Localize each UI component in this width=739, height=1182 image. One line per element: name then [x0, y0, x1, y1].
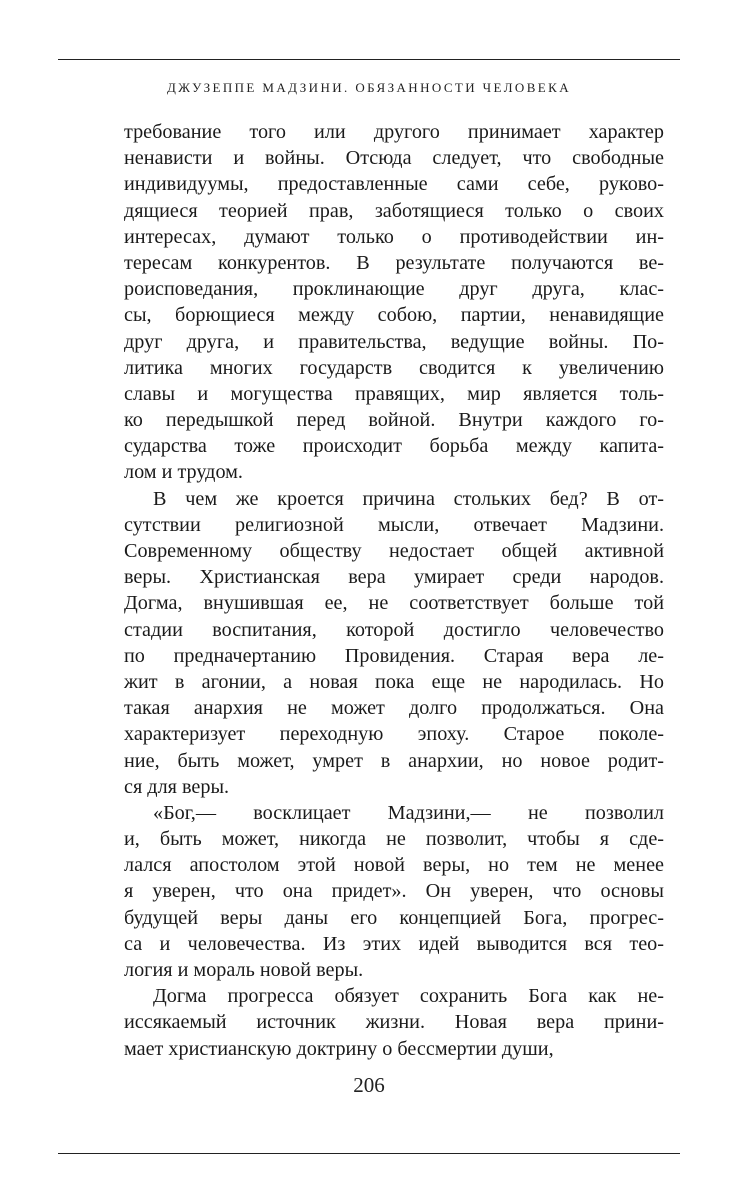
- paragraph: [124, 119, 664, 486]
- text-line: ние, быть может, умрет в анархии, но новое родит-: [124, 749, 664, 772]
- text-line: логия и мораль новой веры.: [124, 959, 364, 981]
- text-line: славы и могущества правящих, мир является толь-: [124, 382, 664, 405]
- text-line: друг друга, и правительства, ведущие войны. По-: [124, 330, 664, 353]
- text-line: роисповедания, проклинающие друг друга, клас-: [124, 278, 664, 301]
- bottom-rule: [58, 1153, 680, 1154]
- text-line: жит в агонии, а новая пока еще не народилась. Но: [124, 670, 664, 693]
- text-line: Современному обществу недостает общей активной: [124, 540, 664, 562]
- body-text: [124, 119, 664, 1062]
- text-line: стадии воспитания, которой достигло человечество: [124, 618, 664, 641]
- text-line: лом и трудом.: [124, 461, 243, 484]
- text-line: интересах, думают только о противодействии ин-: [124, 225, 664, 248]
- text-line: В чем же кроется причина стольких бед? В от-: [153, 487, 664, 510]
- text-line: ненависти и войны. Отсюда следует, что свободные: [124, 147, 664, 170]
- text-line: Догма прогресса обязует сохранить Бога как не-: [153, 985, 664, 1008]
- text-line: по предначертанию Провидения. Старая вера ле-: [124, 644, 664, 667]
- text-line: требование того или другого принимает характер: [124, 121, 664, 143]
- text-line: ко передышкой перед войной. Внутри каждого го-: [124, 409, 664, 432]
- text-line: лался апостолом этой новой веры, но тем не менее: [124, 854, 664, 877]
- text-line: иссякаемый источник жизни. Новая вера прини-: [124, 1011, 664, 1034]
- text-line: Догма, внушившая ее, не соответствует больше той: [124, 592, 664, 615]
- paragraph: [124, 983, 664, 1062]
- text-line: веры. Христианская вера умирает среди народов.: [124, 566, 664, 589]
- running-header: ДЖУЗЕППЕ МАДЗИНИ. ОБЯЗАННОСТИ ЧЕЛОВЕКА: [167, 80, 571, 95]
- text-line: я уверен, что она придет». Он уверен, что основы: [124, 880, 664, 903]
- top-rule: [58, 59, 680, 60]
- text-line: будущей веры даны его концепцией Бога, прогрес-: [124, 906, 664, 929]
- text-line: ся для веры.: [124, 775, 230, 798]
- text-line: сударства тоже происходит борьба между капита-: [124, 435, 664, 458]
- text-line: индивидуумы, предоставленные сами себе, руково-: [124, 173, 664, 196]
- text-line: дящиеся теорией прав, заботящиеся только о своих: [124, 199, 664, 222]
- paragraph: [124, 800, 664, 983]
- paragraph: [124, 486, 664, 800]
- text-line: такая анархия не может долго продолжаться. Она: [124, 697, 664, 720]
- text-line: литика многих государств сводится к увеличению: [124, 356, 664, 379]
- text-line: и, быть может, никогда не позволит, чтобы я сде-: [124, 828, 664, 851]
- text-line: «Бог,— восклицает Мадзини,— не позволил: [153, 801, 664, 824]
- text-line: са и человечества. Из этих идей выводится вся тео-: [124, 932, 664, 955]
- text-line: мает христианскую доктрину о бессмертии души,: [124, 1037, 554, 1060]
- text-line: сы, борющиеся между собою, партии, ненавидящие: [124, 304, 664, 327]
- text-line: характеризует переходную эпоху. Старое поколе-: [124, 723, 664, 746]
- text-line: тересам конкурентов. В результате получаются ве-: [124, 251, 664, 274]
- page-number: 206: [353, 1073, 385, 1097]
- text-line: сутствии религиозной мысли, отвечает Мадзини.: [124, 513, 664, 536]
